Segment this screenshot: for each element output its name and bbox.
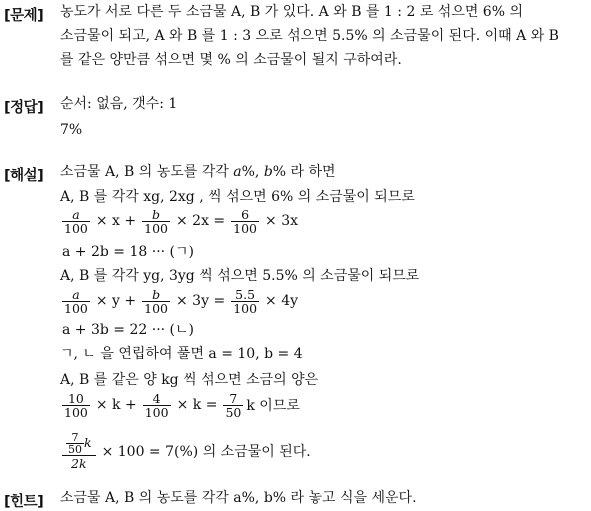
denominator: 100: [233, 300, 258, 316]
numerator: 6: [231, 208, 259, 222]
equation-term: × k +: [95, 397, 137, 413]
compound-numerator: [62, 432, 96, 456]
fraction: [231, 208, 259, 235]
variable-k: k: [84, 435, 92, 450]
denominator: 100: [64, 220, 88, 236]
equation-term: × 3y =: [176, 293, 226, 309]
equation-1-result: a + 2b = 18 ··· (ㄱ): [62, 244, 194, 260]
hint-text: 소금물 A, B 의 농도를 각각 a%, b% 라 놓고 식을 세운다.: [60, 490, 417, 506]
answer-meta: 순서: 없음, 갯수: 1: [60, 96, 178, 112]
equation-4: [60, 425, 315, 477]
numerator: 10: [62, 392, 90, 406]
solution-line-3: A, B 를 각각 yg, 3yg 씩 섞으면 5.5% 의 소금물이 되므로: [60, 268, 420, 284]
solution-line-5: A, B 를 같은 양 kg 씩 섞으면 소금의 양은: [60, 372, 319, 388]
fraction: [231, 288, 259, 315]
problem-line-1: 농도가 서로 다른 두 소금물 A, B 가 있다. A 와 B 를 1 : 2 로 섞으면 6% 의: [60, 4, 523, 20]
solution-line-4: ㄱ, ㄴ 을 연립하여 풀면 a = 10, b = 4: [60, 346, 303, 362]
solution-line-2: A, B 를 각각 xg, 2xg , 씩 섞으면 6% 의 소금물이 되므로: [60, 189, 415, 205]
numerator: a: [62, 288, 90, 302]
equation-term: k 이므로: [246, 398, 300, 414]
denominator: 100: [144, 300, 168, 316]
fraction: [142, 288, 170, 315]
equation-2-result: a + 3b = 22 ··· (ㄴ): [62, 322, 194, 338]
fraction: [142, 208, 170, 235]
fraction: [62, 392, 90, 419]
solution-tag: [해설]: [4, 168, 44, 184]
solution-line-1: [60, 162, 336, 182]
numerator: b: [142, 288, 170, 302]
equation-term: × 4y: [265, 293, 299, 309]
numerator: a: [62, 208, 90, 222]
equation-3: [60, 390, 304, 420]
denominator: 100: [144, 220, 168, 236]
fraction: [62, 288, 90, 315]
solution-line-1-e: % 라 하면: [272, 164, 336, 180]
denominator: 100: [64, 300, 88, 316]
problem-line-2: 소금물이 되고, A 와 B 를 1 : 3 으로 섞으면 5.5% 의 소금물이 된다. 이때 A 와 B: [60, 28, 559, 44]
equation-term: × 3x: [265, 213, 298, 229]
equation-2: [60, 286, 302, 316]
denominator: 100: [64, 404, 88, 420]
denominator: 100: [233, 220, 258, 236]
equation-term: × 100 = 7(%) 의 소금물이 된다.: [101, 444, 311, 460]
hint-tag: [힌트]: [4, 494, 44, 510]
fraction: [223, 392, 243, 419]
answer-tag: [정답]: [4, 100, 44, 116]
fraction: [66, 432, 84, 455]
equation-term: × y +: [95, 293, 137, 309]
problem-line-3: 를 같은 양만큼 섞으면 몇 % 의 소금물이 될지 구하여라.: [60, 52, 402, 68]
numerator: 7: [66, 432, 84, 444]
equation-1: [60, 206, 302, 236]
denominator: 50: [68, 443, 82, 456]
numerator: 4: [143, 392, 171, 406]
solution-line-1-c: %,: [241, 164, 264, 180]
fraction: [143, 392, 171, 419]
var-b: b: [263, 164, 273, 180]
answer-value: 7%: [60, 122, 83, 138]
equation-term: × k =: [176, 397, 218, 413]
denominator: 2k: [71, 456, 87, 471]
problem-tag: [문제]: [4, 8, 44, 24]
denominator: 50: [225, 404, 242, 420]
equation-term: × x +: [95, 213, 137, 229]
var-a: a: [233, 164, 242, 180]
compound-fraction: [62, 432, 96, 470]
solution-line-1-a: 소금물 A, B 의 농도를 각각: [60, 164, 234, 180]
numerator: 5.5: [231, 288, 259, 302]
fraction: [62, 208, 90, 235]
numerator: b: [142, 208, 170, 222]
denominator: 100: [144, 404, 169, 420]
equation-term: × 2x =: [175, 213, 226, 229]
numerator: 7: [223, 392, 243, 406]
